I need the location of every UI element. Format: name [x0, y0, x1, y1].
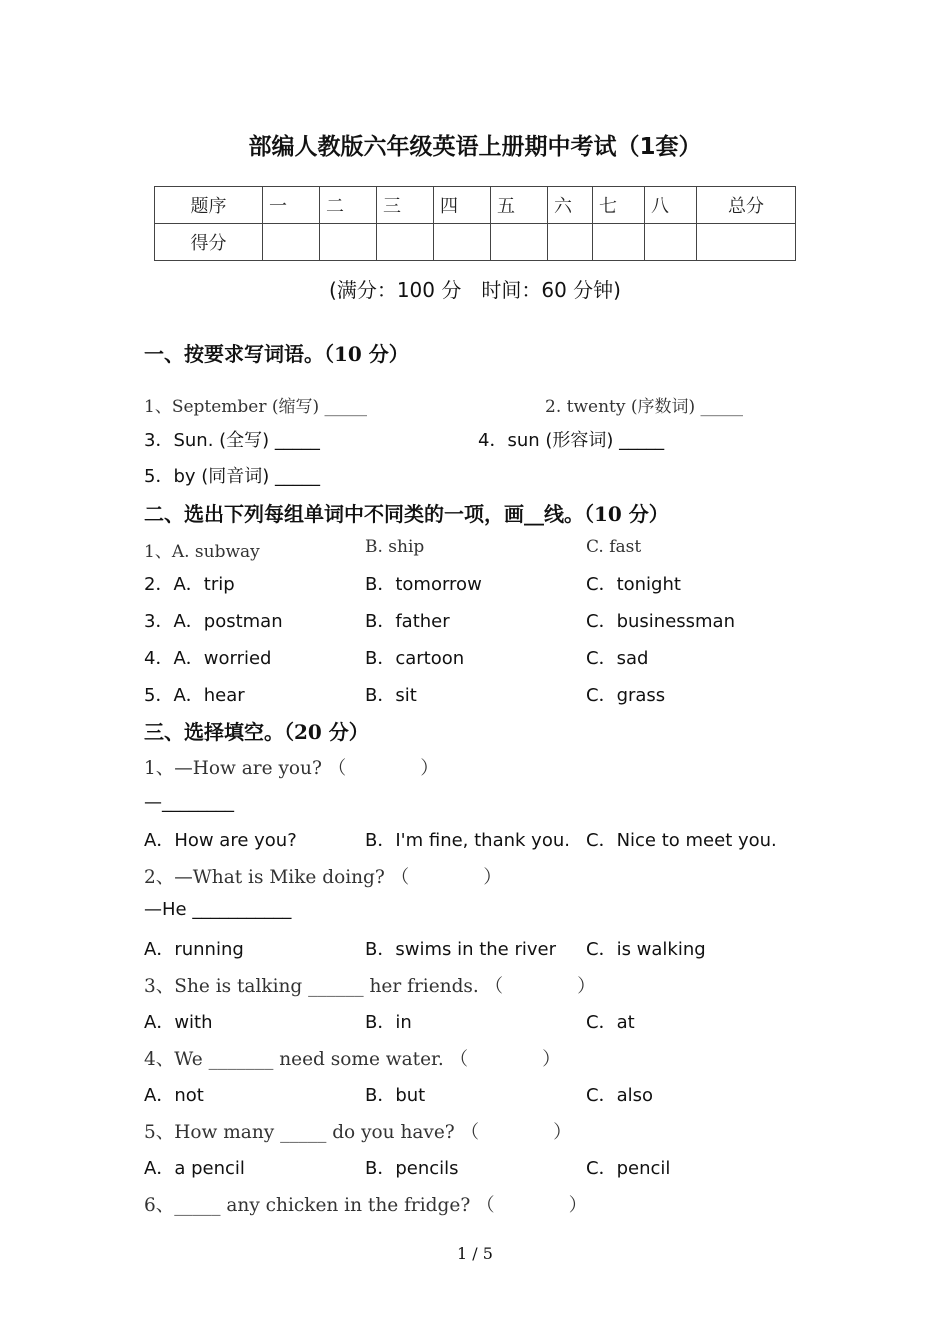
section2-option: 2．A．trip	[144, 574, 235, 595]
question-option: C．pencil	[586, 1158, 671, 1179]
section2-option: 3．A．postman	[144, 611, 283, 632]
score-input-cell[interactable]	[320, 224, 377, 261]
question-option: C．at	[586, 1012, 635, 1033]
section2-option: 4．A．worried	[144, 648, 272, 669]
question-stem: 5、How many _____ do you have? （ ）	[144, 1122, 572, 1143]
score-header-cell: 六	[548, 187, 593, 224]
question-stem: 4、We _______ need some water. （ ）	[144, 1049, 561, 1070]
score-input-cell[interactable]	[645, 224, 697, 261]
score-header-cell: 总分	[697, 187, 796, 224]
section1-item: 3．Sun. (全写) _____	[144, 430, 320, 451]
section2-option: B．tomorrow	[365, 574, 482, 595]
score-row-label: 得分	[155, 224, 263, 261]
question-option: A．How are you?	[144, 830, 297, 851]
section2-option: C．sad	[586, 648, 649, 669]
score-input-cell[interactable]	[377, 224, 434, 261]
section2-option: C．grass	[586, 685, 666, 706]
score-header-cell: 三	[377, 187, 434, 224]
section2-option: C．tonight	[586, 574, 681, 595]
section1-item: 4．sun (形容词) _____	[478, 430, 665, 451]
question-stem: 6、_____ any chicken in the fridge? （ ）	[144, 1195, 588, 1216]
question-option: B．pencils	[365, 1158, 459, 1179]
section1-item: 1、September (缩写) _____	[144, 397, 368, 417]
section2-heading: 二、选出下列每组单词中不同类的一项，画__线。（10 分）	[144, 502, 669, 526]
section2-option: B．sit	[365, 685, 417, 706]
question-option: C．Nice to meet you.	[586, 830, 777, 851]
score-header-cell: 二	[320, 187, 377, 224]
score-table-score-row	[155, 224, 796, 261]
score-header-cell: 题序	[155, 187, 263, 224]
score-input-cell[interactable]	[548, 224, 593, 261]
section3-heading: 三、选择填空。（20 分）	[144, 720, 369, 744]
question-option: C．is walking	[586, 939, 706, 960]
score-input-cell[interactable]	[593, 224, 645, 261]
score-header-cell: 一	[263, 187, 320, 224]
section2-option: C. fast	[586, 537, 642, 557]
score-input-cell[interactable]	[697, 224, 796, 261]
question-stem: 3、She is talking ______ her friends. （ ）	[144, 976, 596, 997]
page-title: 部编人教版六年级英语上册期中考试（1套）	[248, 134, 702, 160]
question-option: B．but	[365, 1085, 426, 1106]
section2-option: B. ship	[365, 537, 425, 557]
section1-item: 5．by (同音词) _____	[144, 466, 321, 487]
question-option: B．I'm fine, thank you.	[365, 830, 570, 851]
question-stem: 2、—What is Mike doing? （ ）	[144, 867, 502, 888]
question-option: C．also	[586, 1085, 653, 1106]
score-input-cell[interactable]	[263, 224, 320, 261]
section2-option: B．cartoon	[365, 648, 465, 669]
section2-option: B．father	[365, 611, 450, 632]
question-option: A．running	[144, 939, 244, 960]
question-stem: 1、—How are you? （ ）	[144, 758, 439, 779]
score-header-cell: 四	[434, 187, 491, 224]
answer-blank: —He ___________	[144, 899, 292, 920]
question-option: A．a pencil	[144, 1158, 245, 1179]
score-table	[154, 186, 796, 261]
question-option: B．in	[365, 1012, 412, 1033]
score-table-header-row	[155, 187, 796, 224]
full-score-time: (满分：100 分 时间：60 分钟)	[329, 278, 621, 302]
page-number: 1 / 5	[457, 1244, 493, 1263]
score-input-cell[interactable]	[491, 224, 548, 261]
score-header-cell: 五	[491, 187, 548, 224]
score-input-cell[interactable]	[434, 224, 491, 261]
section1-heading: 一、按要求写词语。（10 分）	[144, 342, 409, 366]
section2-option: 5．A．hear	[144, 685, 245, 706]
question-option: B．swims in the river	[365, 939, 557, 960]
question-option: A．with	[144, 1012, 213, 1033]
score-header-cell: 七	[593, 187, 645, 224]
answer-blank: —________	[144, 792, 234, 813]
section2-option: C．businessman	[586, 611, 735, 632]
score-header-cell: 八	[645, 187, 697, 224]
section2-option: 1、A. subway	[144, 542, 260, 562]
question-option: A．not	[144, 1085, 204, 1106]
section1-item: 2. twenty (序数词) _____	[545, 397, 744, 417]
